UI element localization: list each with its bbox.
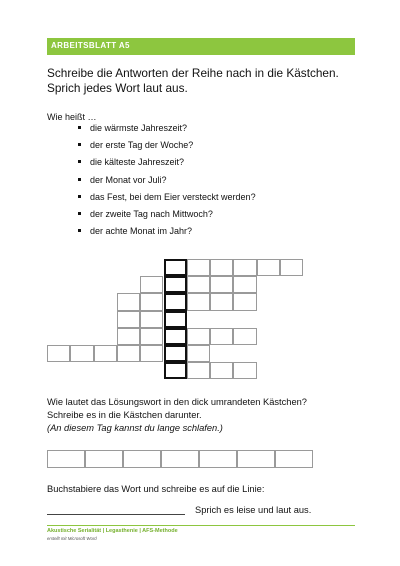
answer-line[interactable] <box>47 514 185 515</box>
question-text: der erste Tag der Woche? <box>90 140 194 151</box>
crossword-cell[interactable] <box>140 311 163 328</box>
speak-instruction: Sprich es leise und laut aus. <box>195 505 312 515</box>
answer-box[interactable] <box>47 450 85 468</box>
question-item <box>78 192 256 209</box>
question-item <box>78 123 256 140</box>
question-text: die kälteste Jahreszeit? <box>90 157 185 168</box>
spelling-instruction: Buchstabiere das Wort und schreibe es auf die Linie: <box>47 484 265 494</box>
crossword-cell[interactable] <box>233 259 256 276</box>
solution-cell[interactable] <box>164 311 187 328</box>
questions-intro: Wie heißt … <box>47 112 97 122</box>
crossword-cell[interactable] <box>233 362 256 379</box>
solution-hint: (An diesem Tag kannst du lange schlafen.) <box>47 423 223 433</box>
crossword-cell[interactable] <box>47 345 70 362</box>
solution-cell[interactable] <box>164 328 187 345</box>
instruction-line-1: Schreibe die Antworten der Reihe nach in die Kästchen. <box>47 66 339 80</box>
footer-title: Akustische Serialität | Legasthenie | AFS-Methode <box>47 528 178 534</box>
crossword-cell[interactable] <box>233 276 256 293</box>
answer-box[interactable] <box>85 450 123 468</box>
bullet-icon <box>78 143 81 146</box>
main-instruction <box>47 66 339 96</box>
question-text: der zweite Tag nach Mittwoch? <box>90 208 213 219</box>
solution-cell[interactable] <box>164 276 187 293</box>
crossword-cell[interactable] <box>257 259 280 276</box>
crossword-cell[interactable] <box>117 328 140 345</box>
instruction-line-2: Sprich jedes Wort laut aus. <box>47 81 188 95</box>
crossword-cell[interactable] <box>187 293 210 310</box>
crossword-cell[interactable] <box>210 328 233 345</box>
crossword-cell[interactable] <box>187 259 210 276</box>
question-item <box>78 157 256 174</box>
crossword-cell[interactable] <box>94 345 117 362</box>
worksheet-header-label: ARBEITSBLATT A5 <box>51 41 130 50</box>
bullet-icon <box>78 195 81 198</box>
answer-box[interactable] <box>237 450 275 468</box>
question-item <box>78 226 256 243</box>
crossword-cell[interactable] <box>117 345 140 362</box>
solution-cell[interactable] <box>164 293 187 310</box>
question-list <box>78 123 256 243</box>
solution-question: Wie lautet das Lösungswort in den dick umrandeten Kästchen? <box>47 397 307 407</box>
bullet-icon <box>78 160 81 163</box>
solution-instruction: Schreibe es in die Kästchen darunter. <box>47 410 202 420</box>
question-text: die wärmste Jahreszeit? <box>90 123 188 133</box>
solution-cell[interactable] <box>164 345 187 362</box>
worksheet-header <box>47 38 355 55</box>
solution-cell[interactable] <box>164 259 187 276</box>
crossword-cell[interactable] <box>233 328 256 345</box>
crossword-cell[interactable] <box>70 345 93 362</box>
crossword-cell[interactable] <box>280 259 303 276</box>
footer-divider <box>47 525 355 526</box>
footer-subtitle: erstellt mit Microsoft Word <box>47 536 97 541</box>
solution-cell[interactable] <box>164 362 187 379</box>
crossword-cell[interactable] <box>117 293 140 310</box>
crossword-cell[interactable] <box>187 276 210 293</box>
question-item <box>78 175 256 192</box>
crossword-cell[interactable] <box>233 293 256 310</box>
crossword-cell[interactable] <box>117 311 140 328</box>
crossword-cell[interactable] <box>210 276 233 293</box>
answer-box[interactable] <box>123 450 161 468</box>
crossword-cell[interactable] <box>210 293 233 310</box>
answer-box[interactable] <box>161 450 199 468</box>
crossword-cell[interactable] <box>187 345 210 362</box>
bullet-icon <box>78 126 81 129</box>
bullet-icon <box>78 178 81 181</box>
question-text: der Monat vor Juli? <box>90 174 167 185</box>
question-text: das Fest, bei dem Eier versteckt werden? <box>90 191 256 202</box>
crossword-cell[interactable] <box>140 345 163 362</box>
question-item <box>78 140 256 157</box>
bullet-icon <box>78 212 81 215</box>
crossword-cell[interactable] <box>140 293 163 310</box>
question-text: der achte Monat im Jahr? <box>90 226 193 237</box>
answer-box[interactable] <box>199 450 237 468</box>
crossword-cell[interactable] <box>187 328 210 345</box>
question-item <box>78 209 256 226</box>
solution-section <box>47 396 307 435</box>
bullet-icon <box>78 229 81 232</box>
crossword-cell[interactable] <box>140 276 163 293</box>
crossword-cell[interactable] <box>210 259 233 276</box>
crossword-cell[interactable] <box>140 328 163 345</box>
answer-box[interactable] <box>275 450 313 468</box>
crossword-cell[interactable] <box>187 362 210 379</box>
crossword-cell[interactable] <box>210 362 233 379</box>
